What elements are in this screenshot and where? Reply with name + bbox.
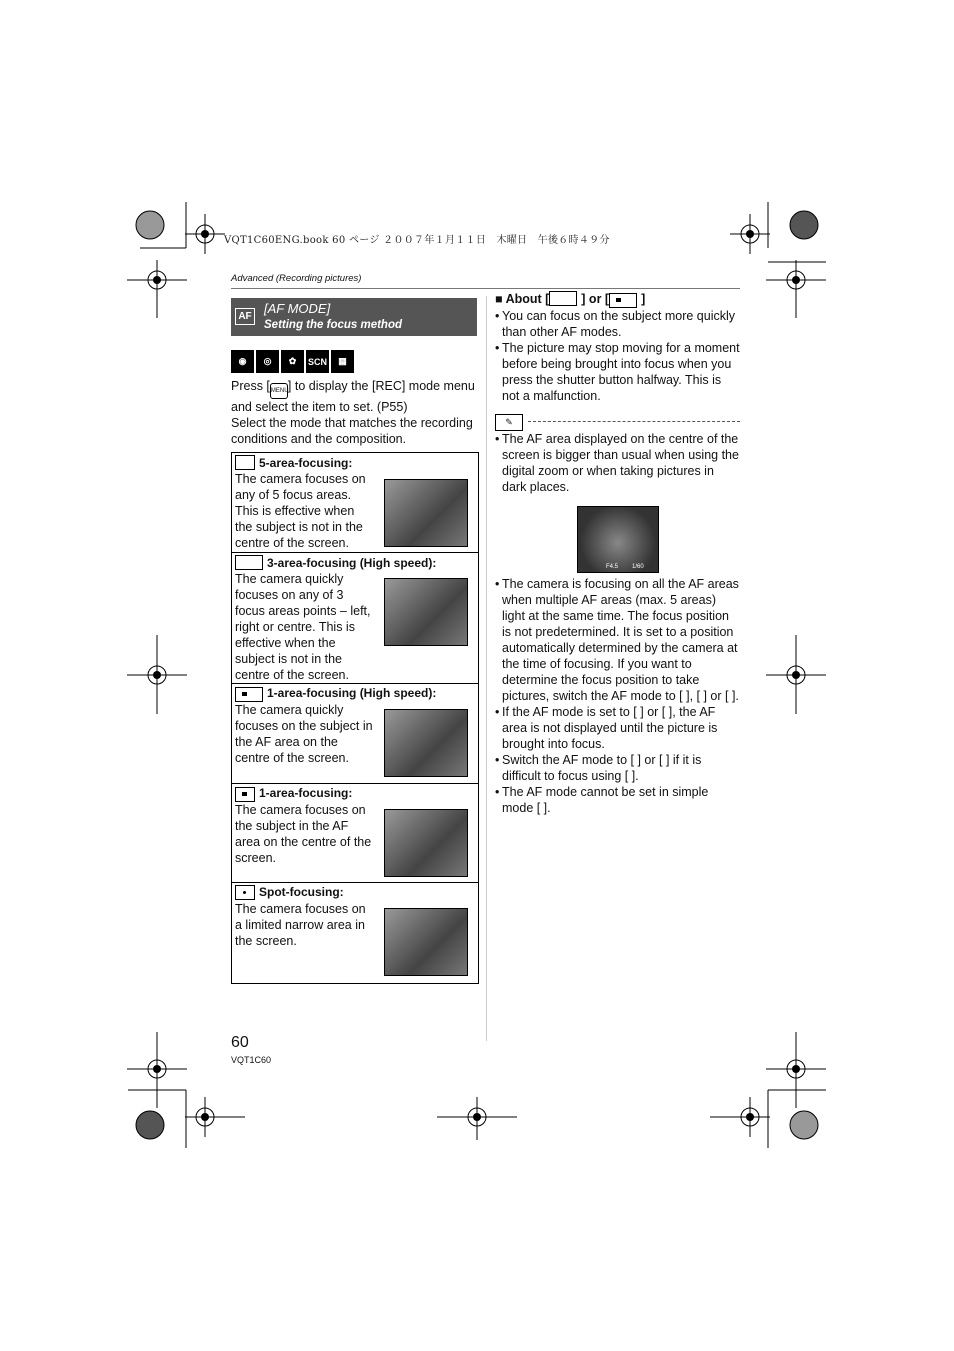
five-area-icon <box>235 455 255 470</box>
aperture-readout: F4.5 <box>606 564 619 570</box>
motion-picture-icon: ▦ <box>331 350 354 373</box>
table-row <box>232 784 478 883</box>
menu-button-icon: MENU <box>270 383 288 399</box>
one-area-high-speed-icon <box>235 687 263 702</box>
section-subtitle: Setting the focus method <box>264 319 402 331</box>
row-heading: 1-area-focusing: <box>259 786 353 800</box>
breadcrumb: Advanced (Recording pictures) <box>231 273 362 284</box>
af-icon: AF <box>235 308 255 325</box>
column-divider <box>486 296 487 1041</box>
sample-photo <box>384 908 468 976</box>
one-area-icon <box>235 787 255 802</box>
sample-photo <box>384 709 468 777</box>
table-row <box>232 553 478 684</box>
about-label: About [ <box>505 292 550 306</box>
one-area-high-speed-icon <box>609 293 637 308</box>
intro-pre: Press [ <box>231 379 270 393</box>
list-item: • You can focus on the subject more quickly than other AF modes. <box>495 308 741 340</box>
note-bullet-first <box>495 431 741 495</box>
list-item: • The AF mode cannot be set in simple mode [ ]. <box>495 784 741 816</box>
digital-zoom-sample-photo <box>577 506 659 573</box>
row-heading: Spot-focusing: <box>259 885 344 899</box>
about-heading: ■ About [ ] or [ ] <box>495 292 646 306</box>
section-title: [AF MODE] <box>264 301 331 316</box>
row-heading: 5-area-focusing: <box>259 456 353 470</box>
about-end: ] <box>641 292 646 306</box>
row-text: The camera quickly focuses on the subject in the AF area on the centre of the screen. <box>235 703 373 765</box>
print-header: VQT1C60ENG.book 60 ページ ２００７年１月１１日 木曜日 午後６時４９分 <box>224 235 610 246</box>
about-bullets <box>495 308 741 404</box>
shutter-readout: 1/60 <box>632 564 644 570</box>
row-text: The camera focuses on a limited narrow area in the screen. <box>235 902 366 948</box>
header-rule <box>231 288 740 289</box>
list-item: • The camera is focusing on all the AF areas when multiple AF areas (max. 5 areas) light at the same time. The focus position is not predetermined. It is set to a position automatically determined by the camera at the time of focusing. If you want to determine the focus position to take pictures, switch the AF mode to [ ], [ ] or [ ]. <box>495 576 741 704</box>
three-area-icon <box>235 555 263 570</box>
intro-post: ] to display the [REC] mode menu and select the item to set. (P55) <box>231 379 475 414</box>
spot-focus-icon <box>235 885 255 900</box>
three-area-icon <box>549 291 577 306</box>
camera-auto-icon: ◎ <box>256 350 279 373</box>
document-code: VQT1C60 <box>231 1055 272 1065</box>
row-heading: 3-area-focusing (High speed): <box>267 556 437 570</box>
note-bullets <box>495 576 741 816</box>
section-banner <box>231 298 477 336</box>
list-item: • Switch the AF mode to [ ] or [ ] if it is difficult to focus using [ ]. <box>495 752 741 784</box>
sample-photo <box>384 479 468 547</box>
note-icon: ✎ <box>495 414 523 431</box>
sample-photo <box>384 809 468 877</box>
macro-icon: ✿ <box>281 350 304 373</box>
table-row <box>232 453 478 553</box>
row-heading: 1-area-focusing (High speed): <box>267 686 437 700</box>
list-item: • If the AF mode is set to [ ] or [ ], the AF area is not displayed until the picture is brought into focus. <box>495 704 741 752</box>
list-item: • The picture may stop moving for a moment before being brought into focus when you press the shutter button halfway. This is not a malfunction. <box>495 340 741 404</box>
scn-icon: SCN <box>306 350 329 373</box>
note-divider <box>528 421 740 422</box>
applicable-modes <box>231 350 354 373</box>
about-or: ] or [ <box>581 292 610 306</box>
table-row <box>232 883 478 982</box>
sample-photo <box>384 578 468 646</box>
list-item: • The AF area displayed on the centre of the screen is bigger than usual when using the digital zoom or when taking pictures in dark places. <box>495 431 741 495</box>
intro-line2: Select the mode that matches the recording conditions and the composition. <box>231 416 473 446</box>
table-row <box>232 684 478 784</box>
page-number: 60 <box>231 1034 249 1051</box>
row-text: The camera focuses on any of 5 focus areas. This is effective when the subject is not in the centre of the screen. <box>235 472 366 550</box>
row-text: The camera quickly focuses on any of 3 focus areas points – left, right or centre. This is effective when the subject is not in the centre of the screen. <box>235 572 371 682</box>
camera-icon: ◉ <box>231 350 254 373</box>
row-text: The camera focuses on the subject in the AF area on the centre of the screen. <box>235 803 372 865</box>
intro-text <box>231 378 481 447</box>
af-mode-table <box>231 452 479 984</box>
